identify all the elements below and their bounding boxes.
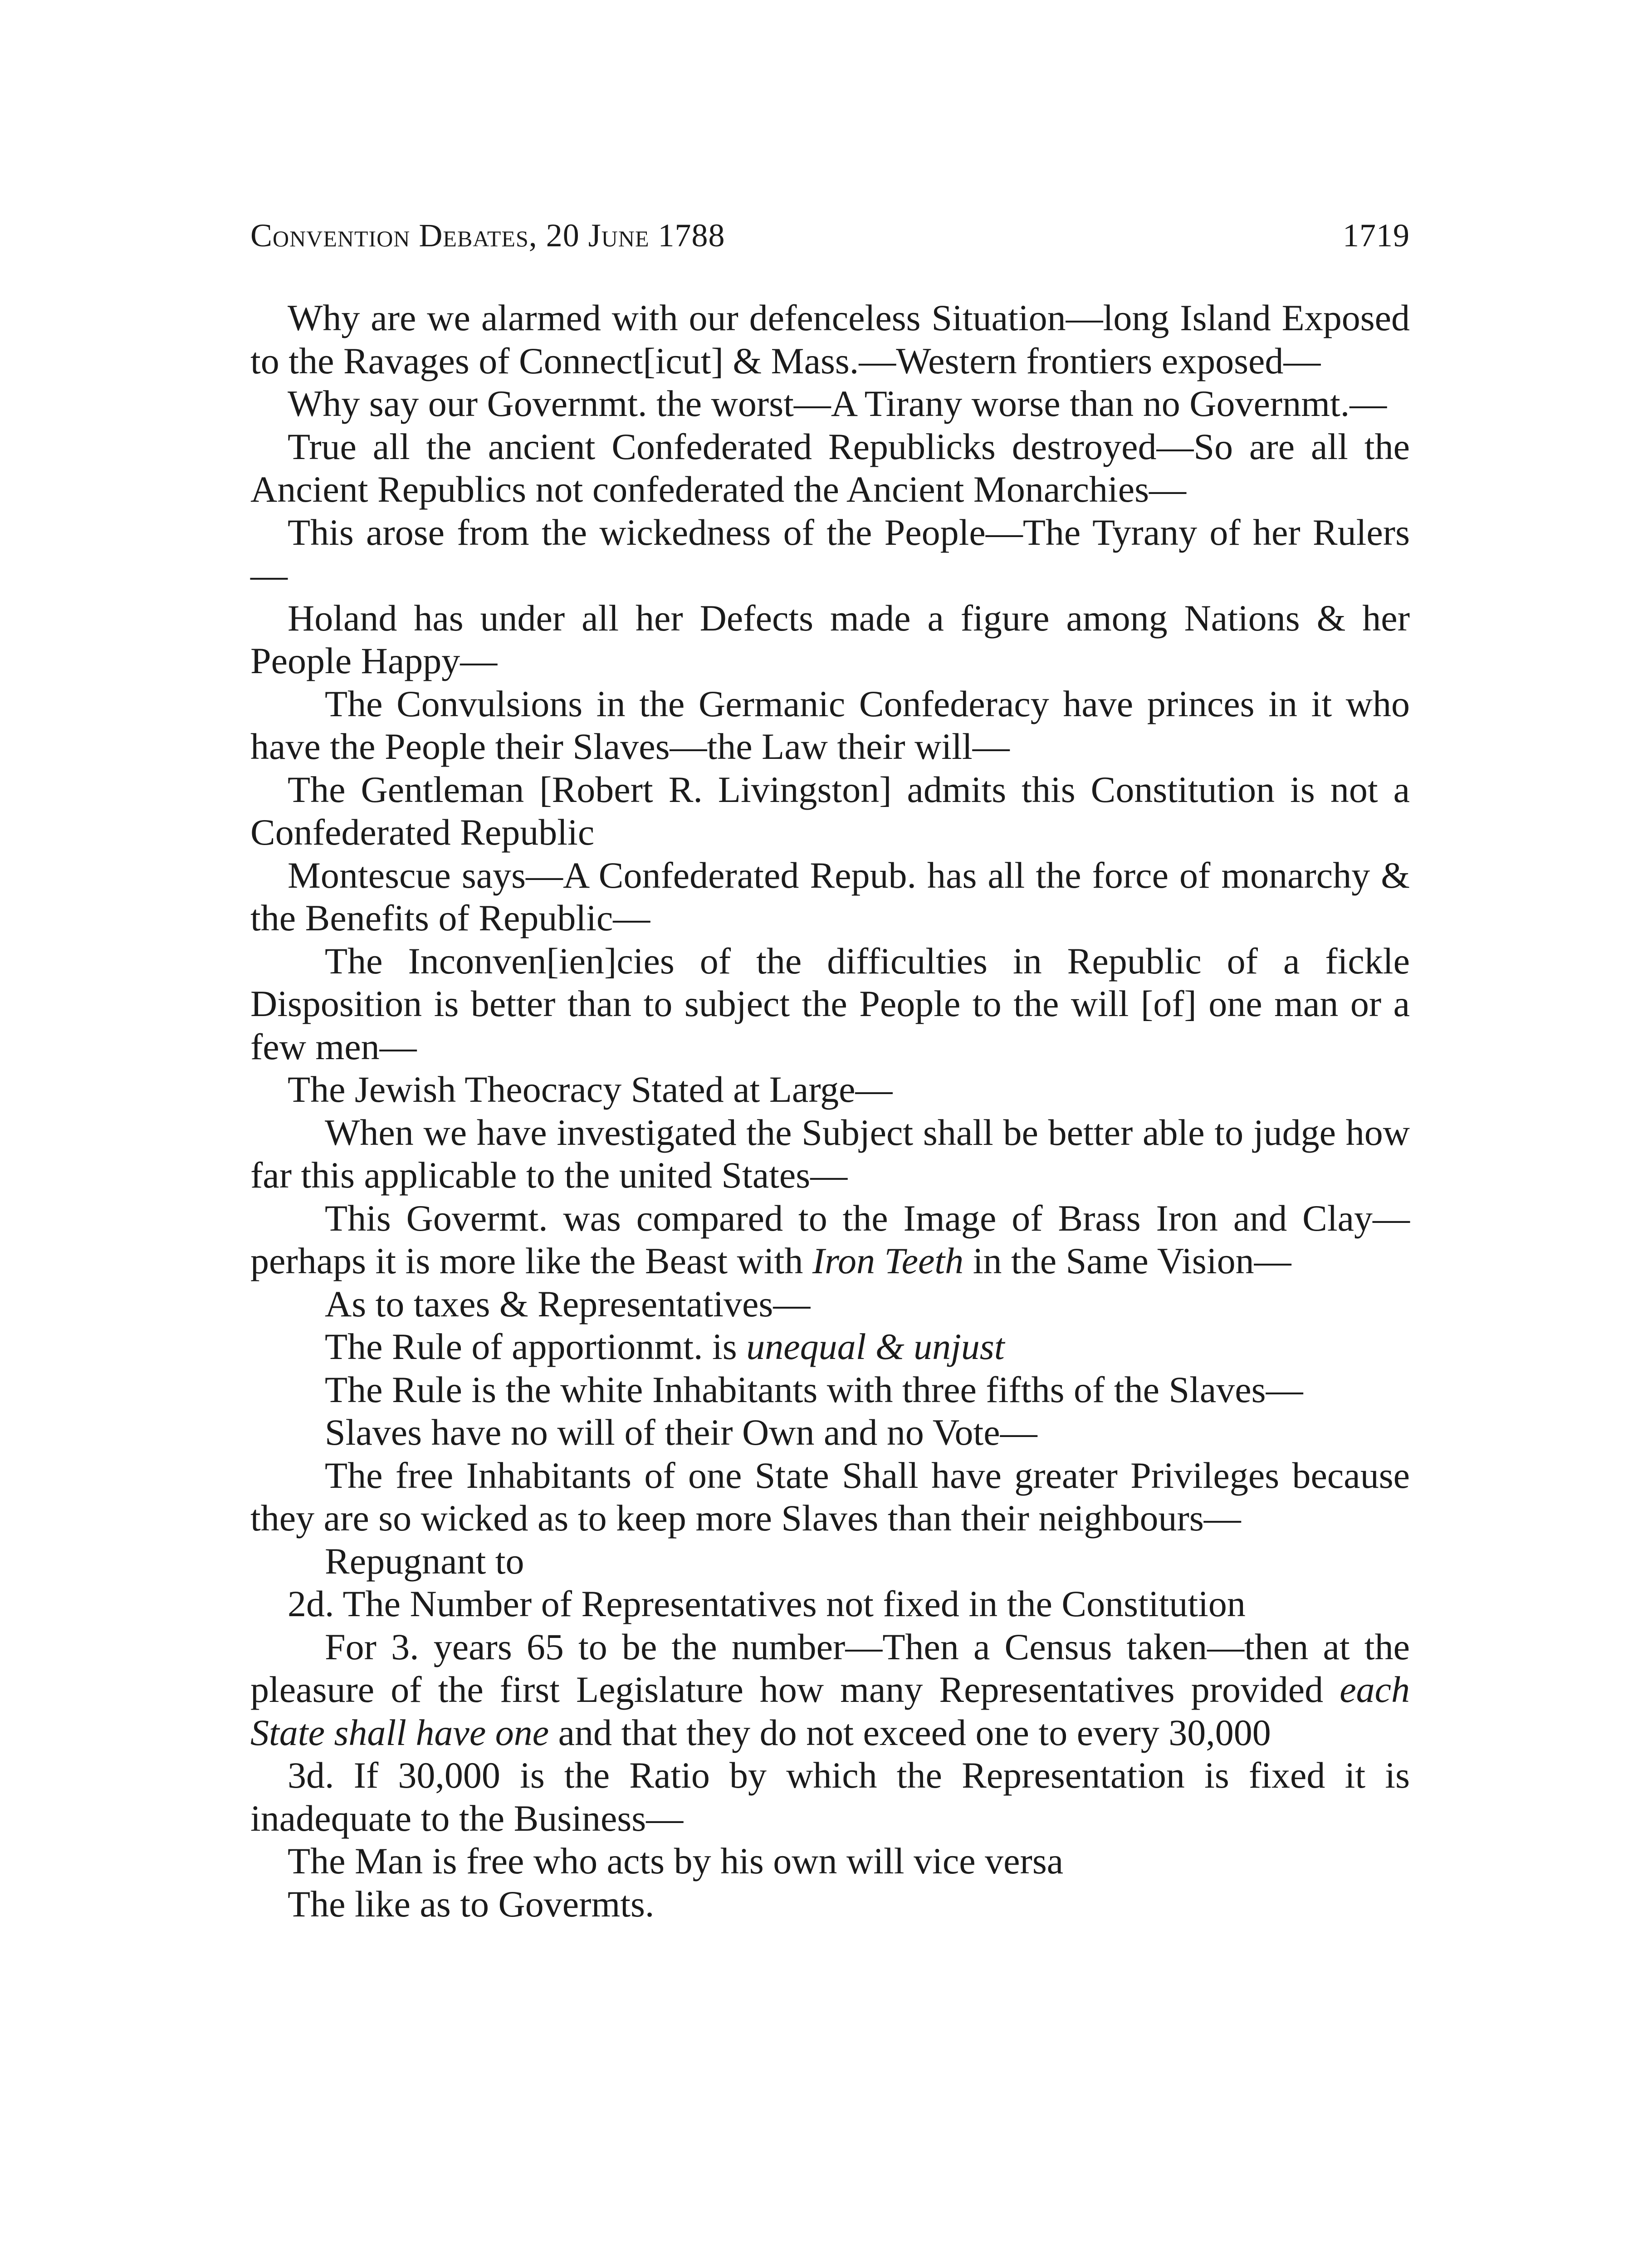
paragraph xyxy=(250,1325,1410,1369)
paragraph: The free Inhabitants of one State Shall have greater Privileges because they are so wicked as to keep more Slaves than their neighbours— xyxy=(250,1454,1410,1539)
paragraph: The Rule is the white Inhabitants with three fifths of the Slaves— xyxy=(325,1369,1303,1410)
italic-phrase: Iron Teeth xyxy=(812,1240,964,1281)
italic-phrase: each State shall have one xyxy=(250,1669,1410,1753)
paragraph: 3d. If 30,000 is the Ratio by which the Representation is fixed it is inadequate to the Business— xyxy=(250,1755,1410,1839)
paragraph: Why are we alarmed with our defenceless Situation—long Island Exposed to the Ravages of Connect[icut] & Mass.—Western frontiers exposed— xyxy=(250,297,1410,381)
paragraph-text: and that they do not exceed one to every 30,000 xyxy=(549,1711,1271,1753)
paragraph-text: For 3. years 65 to be the number—Then a Census taken—then at the pleasure of the first Legislature how many Representatives provided xyxy=(250,1626,1410,1710)
paragraph xyxy=(250,1626,1410,1755)
paragraph: When we have investigated the Subject shall be better able to judge how far this applicable to the united States— xyxy=(250,1111,1410,1196)
body-text xyxy=(250,297,1410,1926)
paragraph: The Man is free who acts by his own will vice versa xyxy=(288,1840,1064,1882)
page-header xyxy=(250,217,1410,267)
paragraph: Montescue says—A Confederated Repub. has all the force of monarchy & the Benefits of Republic— xyxy=(250,854,1410,938)
paragraph: Holand has under all her Defects made a figure among Nations & her People Happy— xyxy=(250,597,1410,681)
paragraph: Repugnant to xyxy=(325,1540,524,1582)
paragraph: The Jewish Theocracy Stated at Large— xyxy=(288,1069,893,1110)
paragraph: As to taxes & Representatives— xyxy=(325,1283,811,1325)
running-title: Convention Debates, 20 June 1788 xyxy=(250,217,725,254)
paragraph: The Inconven[ien]cies of the difficulties in Republic of a fickle Disposition is better than to subject the People to the will [of] one man or a few men— xyxy=(250,940,1410,1067)
paragraph: The Convulsions in the Germanic Confederacy have princes in it who have the People their Slaves—the Law their will— xyxy=(250,683,1410,767)
italic-phrase: unequal & unjust xyxy=(746,1326,1005,1367)
paragraph xyxy=(250,1197,1410,1283)
paragraph-text: The Rule of apportionmt. is xyxy=(325,1326,747,1367)
paragraph: This arose from the wickedness of the People—The Tyrany of her Rulers— xyxy=(250,511,1410,596)
paragraph: The Gentleman [Robert R. Livingston] admits this Constitution is not a Confederated Republic xyxy=(250,768,1410,853)
paragraph: Why say our Governmt. the worst—A Tirany worse than no Governmt.— xyxy=(288,383,1387,424)
paragraph: 2d. The Number of Representatives not fixed in the Constitution xyxy=(288,1583,1246,1624)
paragraph-text: This Govermt. was compared to the Image of Brass Iron and Clay—perhaps it is more like the Beast with xyxy=(250,1197,1410,1281)
paragraph-text: in the Same Vision— xyxy=(963,1240,1291,1281)
paragraph: Slaves have no will of their Own and no Vote— xyxy=(325,1412,1037,1453)
page-number: 1719 xyxy=(1343,217,1410,254)
paragraph: True all the ancient Confederated Republicks destroyed—So are all the Ancient Republics not confederated the Ancient Monarchies— xyxy=(250,425,1410,510)
paragraph: The like as to Govermts. xyxy=(288,1883,655,1925)
